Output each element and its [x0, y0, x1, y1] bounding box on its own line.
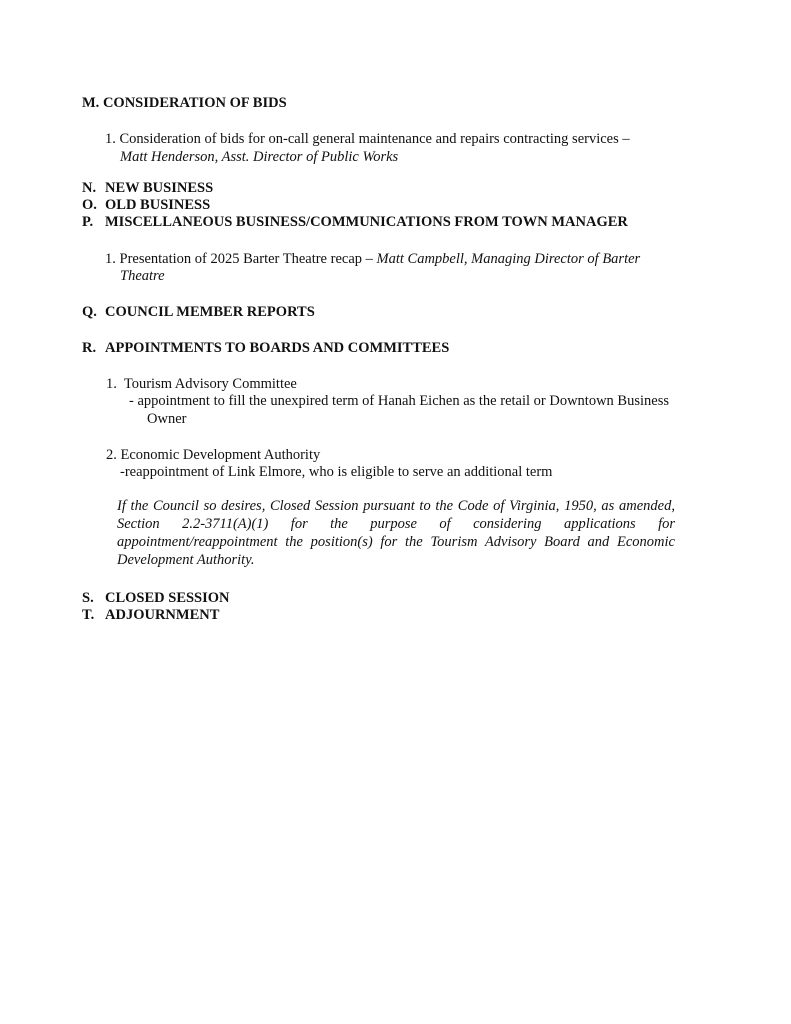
item-detail: -reappointment of Link Elmore, who is eligible to serve an additional term [120, 464, 553, 480]
section-heading-o [82, 197, 210, 214]
item-title: 1. Tourism Advisory Committee [106, 376, 297, 392]
item-presenter: Matt Campbell, Managing Director of Barter [376, 251, 641, 267]
section-title: CONSIDERATION OF BIDS [102, 95, 287, 111]
item-detail-cont: Owner [147, 411, 187, 427]
section-heading-m [82, 95, 287, 112]
item-text: 1. Presentation of 2025 Barter Theatre recap – [105, 251, 373, 267]
section-title: MISCELLANEOUS BUSINESS/COMMUNICATIONS FROM TOWN MANAGER [105, 214, 628, 230]
item-presenter-cont: Theatre [120, 268, 165, 284]
item-title: 2. Economic Development Authority [106, 447, 321, 463]
closed-session-note: If the Council so desires, Closed Session pursuant to the Code of Virginia, 1950, as amended, Section 2.2-3711(A)(1) for the purpose of considering applications for appointment/reappointment the position(s) for the Tourism Advisory Board and Economic Development Authority. [117, 498, 675, 568]
section-heading-t [82, 607, 219, 624]
section-title: APPOINTMENTS TO BOARDS AND COMMITTEES [105, 340, 450, 356]
section-heading-s [82, 590, 230, 607]
item-detail: - appointment to fill the unexpired term of Hanah Eichen as the retail or Downtown Business [129, 393, 669, 409]
section-heading-r [82, 340, 449, 357]
section-letter: P. [82, 214, 94, 230]
section-letter: T. [82, 607, 95, 623]
section-heading-p [82, 214, 628, 231]
section-title: NEW BUSINESS [105, 180, 214, 196]
section-heading-q [82, 304, 315, 321]
section-letter: O. [82, 197, 97, 213]
section-letter: R. [82, 340, 97, 356]
item-presenter: Matt Henderson, Asst. Director of Public Works [120, 149, 399, 165]
item-line [105, 251, 640, 268]
section-letter: Q. [82, 304, 97, 320]
section-title: OLD BUSINESS [105, 197, 211, 213]
item-text: 1. Consideration of bids for on-call general maintenance and repairs contracting services – [105, 131, 630, 147]
section-title: CLOSED SESSION [105, 590, 230, 606]
section-title: COUNCIL MEMBER REPORTS [105, 304, 315, 320]
section-letter: M. [82, 95, 100, 111]
section-heading-n [82, 180, 213, 197]
section-letter: N. [82, 180, 97, 196]
section-letter: S. [82, 590, 94, 606]
section-title: ADJOURNMENT [105, 607, 220, 623]
